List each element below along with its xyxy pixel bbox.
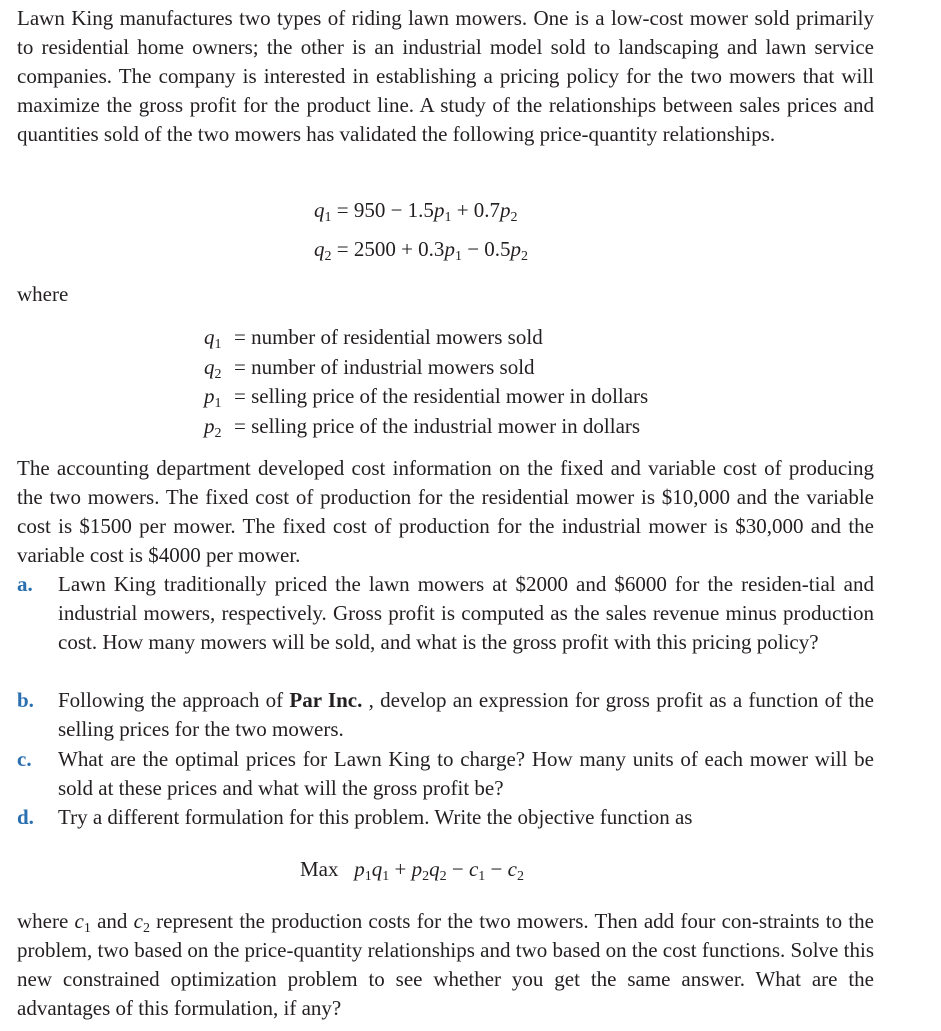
eq2-v2-sub: 2 [521,249,529,264]
question-a-text: Lawn King traditionally priced the lawn mowers at $2000 and $6000 for the residen-tial and industrial mowers, respectively. Gross profit is computed as the sales revenue minus production cost. How many mowers will be sold, and what is the gross profit with this pricing policy? [58,572,874,654]
def-var-sub: 2 [214,425,222,441]
definition-row [204,323,648,353]
definition-row [204,382,648,412]
obj-c2: c [507,857,517,881]
obj-c2-sub: 2 [516,869,524,884]
obj-p2: p [411,857,423,881]
def-text: = number of industrial mowers sold [234,354,535,379]
final-text-1: where [17,909,75,933]
obj-plus: + [389,857,412,881]
def-var-sub: 2 [214,366,222,382]
def-var-sub: 1 [214,337,222,352]
obj-q1: q [371,857,383,881]
def-var: p [204,384,215,408]
obj-p1-sub: 1 [364,869,372,884]
eq1-lhs: q [314,198,325,222]
final-c1-sub: 1 [83,921,91,936]
where-label: where [17,282,69,306]
eq2-lhs-sub: 2 [324,249,332,264]
def-var: q [204,325,215,349]
eq1-v2: p [500,198,511,222]
question-c-label: c. [17,747,32,771]
def-var: p [204,413,215,438]
final-c2: c [133,909,143,933]
definition-row [204,353,648,383]
question-d-text: Try a different formulation for this problem. Write the objective function as [58,805,693,829]
final-text-3: represent the production costs for the two mowers. Then add four con-straints to the problem, two based on the price-quantity relationships and two based on the cost functions. Solve this new constrained optimization problem to see whether you get the same answer. What are the advantages of this formulation, if any? [17,909,875,1020]
eq2-rhs-a: = 2500 + 0.3 [336,237,445,261]
question-b-label: b. [17,688,34,712]
eq2-rhs-b: − 0.5 [461,237,511,261]
obj-minus-1: − [446,857,469,881]
final-text-2: and [90,909,134,933]
question-b-text [58,686,874,744]
question-b-text-after: , develop an expression for gross profit as a function of the selling prices for the two mowers. [58,688,874,741]
def-text: = selling price of the residential mower in dollars [234,384,649,408]
final-paragraph [17,907,874,1023]
eq1-v1-sub: 1 [444,210,452,225]
question-c-text: What are the optimal prices for Lawn King to charge? How many units of each mower will be sold at these prices and what will the gross profit be? [58,747,874,800]
eq2-v1-sub: 1 [454,249,462,264]
cost-paragraph: The accounting department developed cost information on the fixed and variable cost of producing the two mowers. The fixed cost of production for the residential mower is $10,000 and the variable cost is $1500 per mower. The fixed cost of production for the industrial mower is $30,000 and the variable cost is $4000 per mower. [17,456,874,567]
obj-c1-sub: 1 [478,869,486,884]
obj-minus-2: − [485,857,508,881]
obj-p2-sub: 2 [422,869,430,884]
variable-definitions [204,323,648,441]
obj-q1-sub: 1 [382,869,390,884]
eq1-lhs-sub: 1 [324,210,332,225]
eq1-v1: p [433,198,445,222]
def-text: = selling price of the industrial mower in dollars [234,413,641,438]
eq1-rhs-b: + 0.7 [451,198,501,222]
par-inc-reference: Par Inc. [289,688,363,712]
obj-p1: p [354,857,365,881]
eq2-v1: p [444,237,455,261]
final-c2-sub: 2 [142,921,150,936]
eq2-lhs: q [314,237,325,261]
question-d-label: d. [17,805,34,829]
obj-q2-sub: 2 [439,869,447,884]
eq2-v2: p [510,237,522,261]
question-a-label: a. [17,572,33,596]
obj-q2: q [429,857,440,881]
objective-function [300,855,524,884]
def-var: q [204,354,215,379]
definition-row [204,412,648,442]
question-b-text-before: Following the approach of [58,688,290,712]
eq1-v2-sub: 2 [510,210,518,225]
def-text: = number of residential mowers sold [234,325,543,349]
intro-paragraph: Lawn King manufactures two types of riding lawn mowers. One is a low-cost mower sold primarily to residential home owners; the other is an industrial model sold to landscaping and lawn service companies. The company is interested in establishing a pricing policy for the two mowers that will maximize the gross profit for the product line. A study of the relationships between sales prices and quantities sold of the two mowers has validated the following price-quantity relationships. [17,6,874,146]
def-var-sub: 1 [214,396,222,411]
eq1-rhs-a: = 950 − 1.5 [336,198,434,222]
obj-c1: c [468,857,479,881]
objective-max: Max [300,857,339,881]
final-c1: c [74,909,84,933]
